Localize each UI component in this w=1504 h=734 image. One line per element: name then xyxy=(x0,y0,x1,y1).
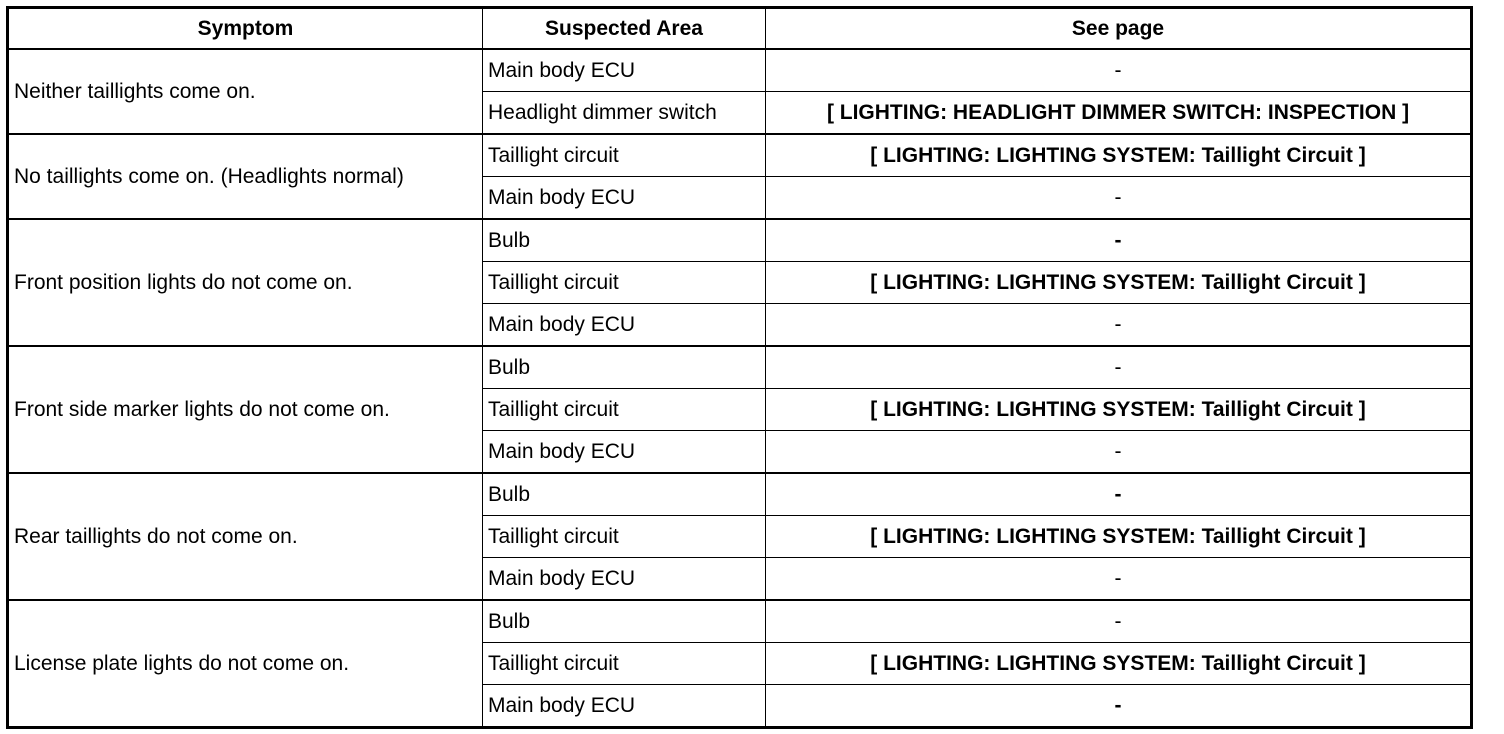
see-page-cell: - xyxy=(766,49,1472,92)
see-page-cell: - xyxy=(766,473,1472,516)
suspected-area-cell: Main body ECU xyxy=(483,49,766,92)
see-page-cell: - xyxy=(766,219,1472,262)
suspected-area-cell: Bulb xyxy=(483,219,766,262)
symptom-cell: Rear taillights do not come on. xyxy=(8,473,483,600)
suspected-area-cell: Main body ECU xyxy=(483,431,766,474)
symptom-cell: No taillights come on. (Headlights normal) xyxy=(8,134,483,219)
symptom-cell: Front side marker lights do not come on. xyxy=(8,346,483,473)
suspected-area-cell: Taillight circuit xyxy=(483,389,766,431)
suspected-area-cell: Taillight circuit xyxy=(483,643,766,685)
see-page-cell: - xyxy=(766,600,1472,643)
see-page-link[interactable]: [ LIGHTING: LIGHTING SYSTEM: Taillight Circuit ] xyxy=(766,262,1472,304)
symptom-cell: License plate lights do not come on. xyxy=(8,600,483,728)
suspected-area-cell: Bulb xyxy=(483,600,766,643)
see-page-cell: - xyxy=(766,558,1472,601)
suspected-area-cell: Taillight circuit xyxy=(483,134,766,177)
symptom-cell: Front position lights do not come on. xyxy=(8,219,483,346)
see-page-cell: - xyxy=(766,346,1472,389)
suspected-area-cell: Taillight circuit xyxy=(483,262,766,304)
see-page-link[interactable]: [ LIGHTING: LIGHTING SYSTEM: Taillight Circuit ] xyxy=(766,134,1472,177)
see-page-link[interactable]: [ LIGHTING: LIGHTING SYSTEM: Taillight Circuit ] xyxy=(766,389,1472,431)
table-row xyxy=(8,134,1472,177)
troubleshooting-table xyxy=(6,6,1473,729)
table-row xyxy=(8,49,1472,92)
suspected-area-cell: Main body ECU xyxy=(483,685,766,728)
suspected-area-cell: Headlight dimmer switch xyxy=(483,92,766,135)
suspected-area-cell: Main body ECU xyxy=(483,177,766,220)
suspected-area-cell: Taillight circuit xyxy=(483,516,766,558)
suspected-area-cell: Bulb xyxy=(483,473,766,516)
see-page-cell: - xyxy=(766,304,1472,347)
see-page-cell: - xyxy=(766,431,1472,474)
table-row xyxy=(8,600,1472,643)
see-page-cell: - xyxy=(766,685,1472,728)
table-row xyxy=(8,219,1472,262)
table-header-row xyxy=(8,8,1472,50)
table-row xyxy=(8,473,1472,516)
suspected-area-cell: Bulb xyxy=(483,346,766,389)
see-page-cell: - xyxy=(766,177,1472,220)
troubleshooting-table-container xyxy=(6,6,1473,729)
see-page-link[interactable]: [ LIGHTING: HEADLIGHT DIMMER SWITCH: INSPECTION ] xyxy=(766,92,1472,135)
suspected-area-cell: Main body ECU xyxy=(483,558,766,601)
header-suspected-area: Suspected Area xyxy=(483,8,766,50)
see-page-link[interactable]: [ LIGHTING: LIGHTING SYSTEM: Taillight Circuit ] xyxy=(766,516,1472,558)
header-symptom: Symptom xyxy=(8,8,483,50)
symptom-cell: Neither taillights come on. xyxy=(8,49,483,134)
see-page-link[interactable]: [ LIGHTING: LIGHTING SYSTEM: Taillight Circuit ] xyxy=(766,643,1472,685)
table-row xyxy=(8,346,1472,389)
suspected-area-cell: Main body ECU xyxy=(483,304,766,347)
header-see-page: See page xyxy=(766,8,1472,50)
